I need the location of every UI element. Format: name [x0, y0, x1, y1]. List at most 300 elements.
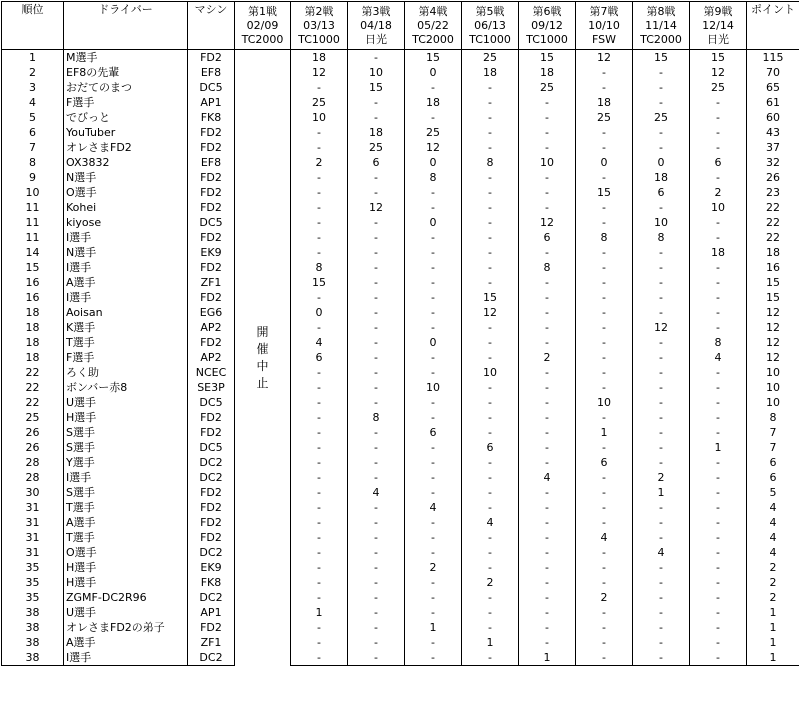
score-cell: - — [519, 125, 576, 140]
score-cell: 2 — [576, 590, 633, 605]
table-row — [2, 290, 799, 305]
rank-cell: 11 — [2, 215, 64, 230]
rank-cell: 22 — [2, 380, 64, 395]
driver-cell: A選手 — [64, 635, 188, 650]
score-cell: 12 — [462, 305, 519, 320]
score-cell: - — [291, 440, 348, 455]
machine-cell: AP2 — [188, 320, 235, 335]
machine-cell: FD2 — [188, 335, 235, 350]
rank-cell: 18 — [2, 335, 64, 350]
driver-cell: N選手 — [64, 245, 188, 260]
score-cell: - — [291, 485, 348, 500]
score-cell: - — [405, 590, 462, 605]
score-cell: - — [690, 275, 747, 290]
table-row — [2, 380, 799, 395]
score-cell: - — [519, 140, 576, 155]
machine-cell: DC5 — [188, 440, 235, 455]
score-cell: 4 — [519, 470, 576, 485]
score-cell: - — [462, 230, 519, 245]
score-cell: - — [519, 245, 576, 260]
driver-cell: N選手 — [64, 170, 188, 185]
driver-header: ドライバー — [64, 2, 188, 50]
round-venue: 日光 — [690, 33, 746, 47]
driver-cell: S選手 — [64, 440, 188, 455]
score-cell: - — [462, 455, 519, 470]
score-cell: - — [633, 440, 690, 455]
rank-cell: 38 — [2, 605, 64, 620]
machine-cell: FD2 — [188, 620, 235, 635]
score-cell: 0 — [633, 155, 690, 170]
points-cell: 4 — [747, 500, 799, 515]
rank-cell: 5 — [2, 110, 64, 125]
score-cell: - — [633, 500, 690, 515]
score-cell: 25 — [633, 110, 690, 125]
score-cell: - — [405, 275, 462, 290]
driver-cell: kiyose — [64, 215, 188, 230]
points-cell: 37 — [747, 140, 799, 155]
table-row — [2, 605, 799, 620]
score-cell: - — [690, 230, 747, 245]
score-cell: - — [633, 605, 690, 620]
score-cell: - — [348, 470, 405, 485]
score-cell: - — [519, 560, 576, 575]
round-date: 09/12 — [519, 19, 575, 33]
score-cell: 0 — [576, 155, 633, 170]
machine-cell: ZF1 — [188, 635, 235, 650]
score-cell: 18 — [405, 95, 462, 110]
score-cell: - — [690, 560, 747, 575]
score-cell: - — [405, 80, 462, 95]
score-cell: - — [519, 110, 576, 125]
machine-cell: SE3P — [188, 380, 235, 395]
score-cell: - — [462, 275, 519, 290]
machine-cell: FD2 — [188, 200, 235, 215]
score-cell: - — [405, 530, 462, 545]
score-cell: - — [690, 590, 747, 605]
points-cell: 5 — [747, 485, 799, 500]
driver-cell: F選手 — [64, 350, 188, 365]
score-cell: - — [462, 560, 519, 575]
points-cell: 2 — [747, 560, 799, 575]
score-cell: - — [633, 560, 690, 575]
cancelled-round-cell — [235, 50, 291, 666]
round-round: 第7戦 — [576, 5, 632, 19]
score-cell: - — [690, 95, 747, 110]
score-cell: 2 — [462, 575, 519, 590]
score-cell: - — [519, 95, 576, 110]
score-cell: - — [405, 290, 462, 305]
score-cell: 2 — [405, 560, 462, 575]
score-cell: - — [690, 605, 747, 620]
score-cell: - — [576, 170, 633, 185]
score-cell: 12 — [519, 215, 576, 230]
points-cell: 6 — [747, 455, 799, 470]
score-cell: - — [576, 80, 633, 95]
machine-cell: FD2 — [188, 530, 235, 545]
score-cell: - — [576, 515, 633, 530]
table-row — [2, 560, 799, 575]
driver-cell: ろく助 — [64, 365, 188, 380]
score-cell: 18 — [690, 245, 747, 260]
score-cell: - — [291, 530, 348, 545]
round-venue: TC2000 — [405, 33, 461, 47]
score-cell: - — [405, 650, 462, 666]
driver-cell: ZGMF-DC2R96 — [64, 590, 188, 605]
points-cell: 4 — [747, 545, 799, 560]
score-cell: - — [405, 470, 462, 485]
score-cell: - — [519, 455, 576, 470]
score-cell: - — [576, 200, 633, 215]
score-cell: - — [576, 275, 633, 290]
score-cell: - — [348, 545, 405, 560]
points-cell: 43 — [747, 125, 799, 140]
score-cell: 18 — [291, 50, 348, 66]
score-cell: 6 — [291, 350, 348, 365]
machine-cell: AP1 — [188, 95, 235, 110]
round-date: 03/13 — [291, 19, 347, 33]
score-cell: - — [519, 185, 576, 200]
score-cell: - — [348, 425, 405, 440]
round-venue: TC1000 — [291, 33, 347, 47]
score-cell: - — [462, 185, 519, 200]
score-cell: - — [519, 575, 576, 590]
score-cell: - — [405, 305, 462, 320]
score-cell: - — [348, 260, 405, 275]
round-round: 第6戦 — [519, 5, 575, 19]
points-cell: 1 — [747, 650, 799, 666]
score-cell: - — [576, 305, 633, 320]
score-cell: 10 — [348, 65, 405, 80]
driver-cell: T選手 — [64, 500, 188, 515]
driver-cell: A選手 — [64, 275, 188, 290]
table-row — [2, 470, 799, 485]
score-cell: - — [348, 110, 405, 125]
score-cell: - — [633, 455, 690, 470]
score-cell: - — [690, 470, 747, 485]
score-cell: 15 — [576, 185, 633, 200]
score-cell: - — [576, 320, 633, 335]
driver-cell: YouTuber — [64, 125, 188, 140]
score-cell: - — [576, 470, 633, 485]
score-cell: - — [633, 425, 690, 440]
table-row — [2, 635, 799, 650]
score-cell: - — [633, 530, 690, 545]
score-cell: - — [519, 515, 576, 530]
rank-cell: 9 — [2, 170, 64, 185]
score-cell: - — [291, 140, 348, 155]
round-round: 第4戦 — [405, 5, 461, 19]
score-cell: - — [690, 545, 747, 560]
score-cell: 2 — [690, 185, 747, 200]
machine-cell: DC5 — [188, 215, 235, 230]
score-cell: - — [576, 605, 633, 620]
score-cell: 6 — [519, 230, 576, 245]
rank-cell: 18 — [2, 305, 64, 320]
machine-cell: FD2 — [188, 500, 235, 515]
driver-cell: U選手 — [64, 605, 188, 620]
score-cell: - — [348, 50, 405, 66]
round-venue: FSW — [576, 33, 632, 47]
score-cell: - — [576, 65, 633, 80]
cancelled-note: 開催中止 — [257, 324, 269, 392]
score-cell: - — [690, 500, 747, 515]
score-cell: - — [291, 455, 348, 470]
score-cell: - — [519, 545, 576, 560]
score-cell: - — [291, 560, 348, 575]
points-cell: 12 — [747, 320, 799, 335]
machine-cell: ZF1 — [188, 275, 235, 290]
rank-cell: 16 — [2, 290, 64, 305]
score-cell: - — [462, 605, 519, 620]
table-body — [2, 50, 799, 666]
points-cell: 10 — [747, 365, 799, 380]
score-cell: 4 — [405, 500, 462, 515]
score-cell: - — [690, 380, 747, 395]
score-cell: - — [348, 290, 405, 305]
score-cell: - — [291, 410, 348, 425]
score-cell: 12 — [633, 320, 690, 335]
rank-cell: 35 — [2, 575, 64, 590]
score-cell: - — [405, 320, 462, 335]
score-cell: - — [633, 635, 690, 650]
table-row — [2, 155, 799, 170]
points-cell: 1 — [747, 620, 799, 635]
score-cell: - — [462, 530, 519, 545]
round-round: 第2戦 — [291, 5, 347, 19]
points-cell: 18 — [747, 245, 799, 260]
score-cell: - — [405, 365, 462, 380]
table-row — [2, 410, 799, 425]
score-cell: - — [633, 275, 690, 290]
machine-cell: DC2 — [188, 650, 235, 666]
score-cell: - — [348, 650, 405, 666]
driver-cell: でびっと — [64, 110, 188, 125]
score-cell: - — [348, 185, 405, 200]
score-cell: - — [519, 365, 576, 380]
score-cell: - — [348, 95, 405, 110]
score-cell: - — [519, 380, 576, 395]
score-cell: 25 — [462, 50, 519, 66]
rank-cell: 31 — [2, 500, 64, 515]
score-cell: - — [633, 95, 690, 110]
score-cell: 1 — [291, 605, 348, 620]
machine-cell: AP2 — [188, 350, 235, 365]
rank-cell: 35 — [2, 590, 64, 605]
score-cell: - — [576, 380, 633, 395]
score-cell: - — [348, 620, 405, 635]
score-cell: 12 — [690, 65, 747, 80]
score-cell: - — [291, 125, 348, 140]
score-cell: - — [519, 425, 576, 440]
score-cell: - — [576, 125, 633, 140]
score-cell: - — [291, 230, 348, 245]
points-cell: 61 — [747, 95, 799, 110]
score-cell: - — [405, 455, 462, 470]
round-header-7 — [576, 2, 633, 50]
score-cell: - — [519, 200, 576, 215]
score-cell: 6 — [576, 455, 633, 470]
round-venue: TC1000 — [462, 33, 518, 47]
score-cell: - — [348, 245, 405, 260]
score-cell: - — [462, 170, 519, 185]
score-cell: 0 — [291, 305, 348, 320]
table-row — [2, 65, 799, 80]
score-cell: 10 — [405, 380, 462, 395]
machine-cell: FK8 — [188, 575, 235, 590]
driver-cell: S選手 — [64, 485, 188, 500]
score-cell: 4 — [576, 530, 633, 545]
round-header-2 — [291, 2, 348, 50]
score-cell: 12 — [348, 200, 405, 215]
score-cell: - — [348, 530, 405, 545]
score-cell: - — [348, 350, 405, 365]
score-cell: - — [405, 485, 462, 500]
score-cell: - — [348, 215, 405, 230]
rank-cell: 38 — [2, 635, 64, 650]
rank-cell: 2 — [2, 65, 64, 80]
score-cell: - — [405, 515, 462, 530]
score-cell: - — [576, 575, 633, 590]
table-row — [2, 185, 799, 200]
score-cell: - — [690, 635, 747, 650]
score-cell: - — [405, 200, 462, 215]
rank-cell: 31 — [2, 530, 64, 545]
score-cell: - — [462, 335, 519, 350]
table-row — [2, 95, 799, 110]
score-cell: - — [462, 425, 519, 440]
score-cell: 12 — [291, 65, 348, 80]
round-venue: 日光 — [348, 33, 404, 47]
score-cell: 0 — [405, 215, 462, 230]
driver-cell: O選手 — [64, 545, 188, 560]
score-cell: - — [348, 500, 405, 515]
score-cell: - — [519, 500, 576, 515]
score-cell: - — [291, 200, 348, 215]
round-date: 11/14 — [633, 19, 689, 33]
score-cell: 6 — [633, 185, 690, 200]
points-cell: 60 — [747, 110, 799, 125]
points-cell: 22 — [747, 230, 799, 245]
points-cell: 8 — [747, 410, 799, 425]
machine-cell: FD2 — [188, 515, 235, 530]
score-cell: 0 — [405, 155, 462, 170]
score-cell: - — [291, 575, 348, 590]
score-cell: - — [519, 335, 576, 350]
score-cell: - — [291, 470, 348, 485]
score-cell: - — [576, 290, 633, 305]
score-cell: 25 — [519, 80, 576, 95]
machine-cell: EK9 — [188, 245, 235, 260]
score-cell: 0 — [405, 65, 462, 80]
points-cell: 4 — [747, 530, 799, 545]
machine-cell: DC2 — [188, 455, 235, 470]
score-cell: - — [291, 365, 348, 380]
score-cell: 2 — [291, 155, 348, 170]
rank-cell: 18 — [2, 320, 64, 335]
score-cell: - — [405, 440, 462, 455]
score-cell: 4 — [462, 515, 519, 530]
score-cell: - — [576, 485, 633, 500]
score-cell: 15 — [405, 50, 462, 66]
score-cell: - — [519, 275, 576, 290]
rank-cell: 30 — [2, 485, 64, 500]
round-date: 06/13 — [462, 19, 518, 33]
driver-cell: O選手 — [64, 185, 188, 200]
score-cell: - — [633, 140, 690, 155]
score-cell: - — [291, 515, 348, 530]
points-cell: 12 — [747, 335, 799, 350]
score-cell: - — [690, 485, 747, 500]
score-cell: - — [519, 320, 576, 335]
machine-cell: NCEC — [188, 365, 235, 380]
score-cell: - — [405, 350, 462, 365]
driver-cell: M選手 — [64, 50, 188, 66]
points-cell: 115 — [747, 50, 799, 66]
rank-cell: 1 — [2, 50, 64, 66]
score-cell: - — [348, 575, 405, 590]
score-cell: - — [633, 650, 690, 666]
score-cell: 15 — [690, 50, 747, 66]
driver-cell: T選手 — [64, 335, 188, 350]
score-cell: 1 — [633, 485, 690, 500]
driver-cell: H選手 — [64, 560, 188, 575]
score-cell: 8 — [690, 335, 747, 350]
score-cell: - — [633, 350, 690, 365]
table-row — [2, 170, 799, 185]
score-cell: - — [348, 515, 405, 530]
score-cell: - — [576, 245, 633, 260]
score-cell: - — [291, 185, 348, 200]
rank-header: 順位 — [2, 2, 64, 50]
score-cell: - — [519, 620, 576, 635]
driver-cell: Y選手 — [64, 455, 188, 470]
round-header-6 — [519, 2, 576, 50]
score-cell: 2 — [633, 470, 690, 485]
score-cell: 8 — [633, 230, 690, 245]
score-cell: - — [633, 395, 690, 410]
score-cell: 12 — [405, 140, 462, 155]
driver-cell: F選手 — [64, 95, 188, 110]
machine-cell: EK9 — [188, 560, 235, 575]
round-header-4 — [405, 2, 462, 50]
score-cell: - — [291, 380, 348, 395]
score-cell: - — [462, 95, 519, 110]
table-row — [2, 515, 799, 530]
score-cell: - — [633, 590, 690, 605]
score-cell: - — [576, 140, 633, 155]
rank-cell: 22 — [2, 395, 64, 410]
round-header-9 — [690, 2, 747, 50]
score-cell: 10 — [291, 110, 348, 125]
table-row — [2, 365, 799, 380]
score-cell: - — [291, 245, 348, 260]
score-cell: 10 — [576, 395, 633, 410]
rank-cell: 28 — [2, 455, 64, 470]
rank-cell: 8 — [2, 155, 64, 170]
table-row — [2, 440, 799, 455]
score-cell: - — [405, 245, 462, 260]
score-cell: - — [519, 410, 576, 425]
score-cell: - — [348, 590, 405, 605]
score-cell: 8 — [519, 260, 576, 275]
score-cell: - — [576, 350, 633, 365]
round-round: 第9戦 — [690, 5, 746, 19]
score-cell: 25 — [291, 95, 348, 110]
score-cell: - — [348, 305, 405, 320]
score-cell: - — [576, 560, 633, 575]
score-cell: - — [348, 560, 405, 575]
score-cell: - — [690, 365, 747, 380]
